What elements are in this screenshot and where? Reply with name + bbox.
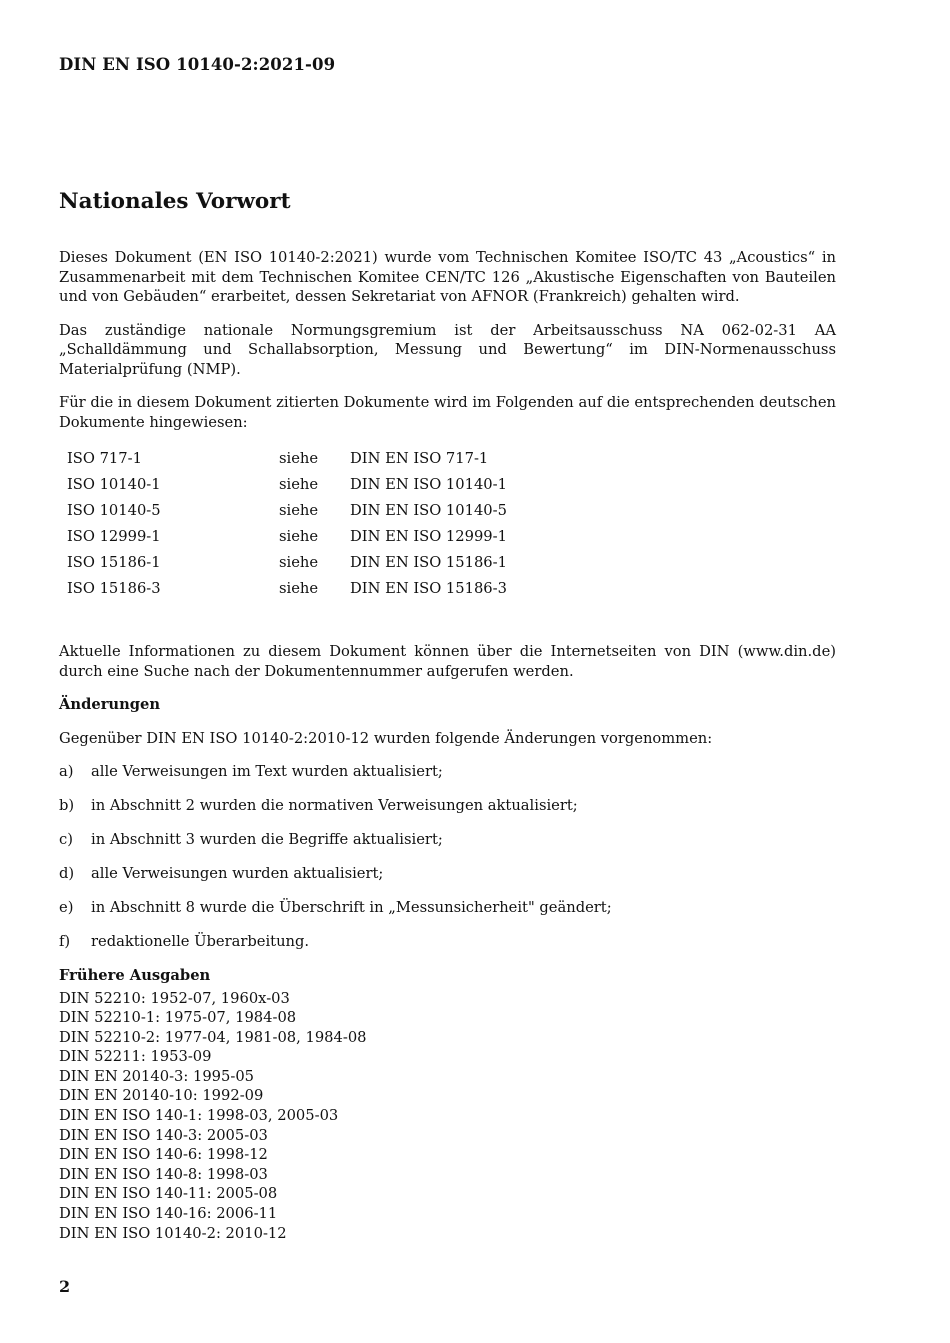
reference-table — [59, 446, 836, 602]
reference-din: DIN EN ISO 10140-1 — [350, 476, 507, 493]
reference-iso: ISO 10140-1 — [67, 476, 161, 493]
change-letter: d) — [59, 865, 75, 882]
paragraph-references-intro: Für die in diesem Dokument zitierten Dokumente wird im Folgenden auf die entsprechenden deutschen Dokumente hingewiesen: — [59, 394, 836, 431]
reference-siehe: siehe — [279, 476, 319, 493]
document-page — [59, 0, 836, 1343]
reference-din: DIN EN ISO 15186-1 — [350, 554, 507, 571]
reference-siehe: siehe — [279, 502, 319, 519]
reference-iso: ISO 717-1 — [67, 450, 142, 467]
previous-edition-item: DIN EN ISO 140-6: 1998-12 — [59, 1146, 268, 1164]
reference-iso: ISO 15186-1 — [67, 554, 161, 571]
change-text: in Abschnitt 2 wurden die normativen Verweisungen aktualisiert; — [91, 797, 578, 814]
paragraph-committee: Dieses Dokument (EN ISO 10140-2:2021) wurde vom Technischen Komitee ISO/TC 43 „Acoustics“ in Zusammenarbeit mit dem Technischen Komitee CEN/TC 126 „Akustische Eigenschaften von Bauteilen und von Gebäuden“ erarbeitet, dessen Sekretariat von AFNOR (Frankreich) gehalten wird. — [59, 249, 836, 305]
reference-siehe: siehe — [279, 528, 319, 545]
previous-edition-item: DIN EN ISO 140-11: 2005-08 — [59, 1185, 278, 1203]
change-letter: a) — [59, 763, 74, 780]
document-header-id: DIN EN ISO 10140-2:2021-09 — [59, 55, 336, 74]
changes-list — [59, 762, 836, 952]
changes-intro: Gegenüber DIN EN ISO 10140-2:2010-12 wurden folgende Änderungen vorgenommen: — [59, 729, 713, 747]
change-text: alle Verweisungen im Text wurden aktualisiert; — [91, 763, 443, 780]
reference-din: DIN EN ISO 10140-5 — [350, 502, 507, 519]
reference-row — [59, 498, 836, 524]
page-number: 2 — [59, 1277, 71, 1296]
change-text: in Abschnitt 8 wurde die Überschrift in „Messunsicherheit" geändert; — [91, 899, 612, 916]
reference-din: DIN EN ISO 717-1 — [350, 450, 489, 467]
previous-edition-item: DIN EN ISO 140-1: 1998-03, 2005-03 — [59, 1107, 339, 1125]
reference-siehe: siehe — [279, 450, 319, 467]
previous-edition-item: DIN 52211: 1953-09 — [59, 1048, 212, 1066]
reference-iso: ISO 10140-5 — [67, 502, 161, 519]
change-letter: e) — [59, 899, 74, 916]
previous-edition-item: DIN 52210: 1952-07, 1960x-03 — [59, 989, 290, 1007]
previous-edition-item: DIN EN ISO 140-3: 2005-03 — [59, 1126, 268, 1144]
previous-editions-heading: Frühere Ausgaben — [59, 967, 211, 984]
reference-row — [59, 472, 836, 498]
previous-edition-item: DIN EN ISO 140-16: 2006-11 — [59, 1205, 278, 1223]
reference-iso: ISO 15186-3 — [67, 580, 161, 597]
change-text: redaktionelle Überarbeitung. — [91, 933, 310, 950]
change-letter: f) — [59, 933, 71, 950]
document-content — [59, 186, 836, 1243]
previous-edition-item: DIN 52210-2: 1977-04, 1981-08, 1984-08 — [59, 1028, 367, 1046]
reference-row — [59, 524, 836, 550]
reference-siehe: siehe — [279, 580, 319, 597]
previous-edition-item: DIN EN 20140-3: 1995-05 — [59, 1067, 255, 1085]
paragraph-national-body: Das zuständige nationale Normungsgremium ist der Arbeitsausschuss NA 062-02-31 AA „Schalldämmung und Schallabsorption, Messung und Bewertung“ im DIN-Normenausschuss Materialprüfung (NMP). — [59, 321, 836, 378]
reference-din: DIN EN ISO 12999-1 — [350, 528, 507, 545]
reference-row — [59, 550, 836, 576]
paragraph-info: Aktuelle Informationen zu diesem Dokument können über die Internetseiten von DIN (www.din.de) durch eine Suche nach der Dokumentennummer aufgerufen werden. — [59, 643, 836, 680]
change-letter: b) — [59, 797, 75, 814]
change-item — [59, 864, 836, 884]
reference-din: DIN EN ISO 15186-3 — [350, 580, 507, 597]
change-item — [59, 898, 836, 918]
section-title: Nationales Vorwort — [59, 189, 291, 214]
reference-row — [59, 576, 836, 602]
reference-row — [59, 446, 836, 472]
change-letter: c) — [59, 831, 73, 848]
change-item — [59, 830, 836, 850]
reference-siehe: siehe — [279, 554, 319, 571]
previous-edition-item: DIN 52210-1: 1975-07, 1984-08 — [59, 1009, 297, 1027]
change-text: in Abschnitt 3 wurden die Begriffe aktualisiert; — [91, 831, 443, 848]
change-text: alle Verweisungen wurden aktualisiert; — [91, 865, 384, 882]
changes-heading: Änderungen — [59, 696, 161, 713]
previous-edition-item: DIN EN ISO 140-8: 1998-03 — [59, 1165, 268, 1183]
previous-edition-item: DIN EN 20140-10: 1992-09 — [59, 1087, 264, 1105]
reference-iso: ISO 12999-1 — [67, 528, 161, 545]
change-item — [59, 762, 836, 782]
previous-editions-list — [59, 989, 836, 1244]
previous-edition-item: DIN EN ISO 10140-2: 2010-12 — [59, 1224, 287, 1242]
change-item — [59, 796, 836, 816]
change-item — [59, 932, 836, 952]
